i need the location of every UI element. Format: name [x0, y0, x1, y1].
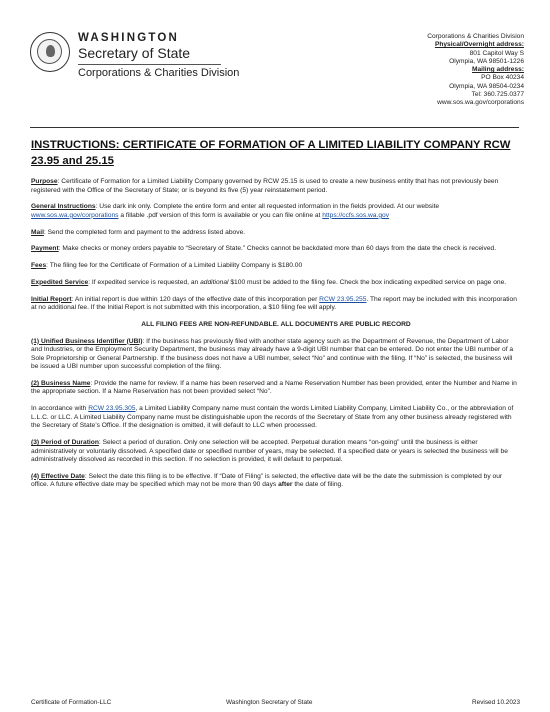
fees-paragraph	[31, 262, 521, 271]
rcw-23-95-305-link[interactable]: RCW 23.95.305	[88, 405, 136, 413]
physical-city: Olympia, WA 98501-1226	[449, 57, 524, 65]
state-seal	[30, 32, 70, 72]
initial-report-text-2: . The report may be included with this incorporation at no additional fee. If the Initial Report is not submitted with this incorporation, a $10 filing fee will apply.	[31, 295, 517, 312]
footer-form-name: Certificate of Formation-LLC	[31, 699, 112, 706]
expedited-additional: additional	[200, 278, 229, 286]
business-name-label: (2) Business Name	[31, 379, 91, 387]
effective-date-after: after	[278, 481, 293, 489]
header-rule	[30, 127, 519, 128]
accordance-text-1: In accordance with	[31, 405, 89, 413]
purpose-paragraph	[31, 178, 521, 195]
effective-date-paragraph	[31, 473, 521, 490]
agency-logo	[78, 32, 239, 80]
duration-label: (3) Period of Duration	[31, 439, 99, 446]
corporations-website-link[interactable]: www.sos.wa.gov/corporations	[31, 211, 119, 219]
accordance-text-2: , a Limited Liability Company name must contain the words Limited Liability Company, Limited Liability Co., or the abbreviation of L.L.C. or LLC. A Limited Liability Company name must be distinguishable upon the records of the Secretary of State from any other business already registered with the Secretary of State’s Office. If the designation is omitted, it will default to LLC when processed.	[31, 405, 514, 430]
footer-revision: Revised 10.2023	[472, 699, 520, 706]
instructions-body	[31, 178, 521, 498]
website[interactable]: www.sos.wa.gov/corporations	[437, 99, 524, 107]
effective-date-text-2: the date of filing.	[292, 481, 344, 489]
ubi-paragraph	[31, 338, 521, 372]
purpose-text: : Certificate of Formation for a Limited Liability Company governed by RCW 25.15 is used to create a new business entity that has not previously been registered with the Office of the Secretary of State; or is beyond its five (5) year reinstatement period.	[31, 178, 499, 194]
effective-date-text-1: : Select the date this filing is to be effective. If “Date of Filing” is selected, the effective date will be the date the submission is completed by our office. A future effective date may be specified which may not be more than 90 days	[31, 472, 503, 489]
telephone: Tel: 360.725.0377	[471, 91, 524, 99]
fees-text: : The filing fee for the Certificate of Formation of a Limited Liability Company is $180.00	[46, 262, 303, 270]
mail-paragraph	[31, 229, 521, 238]
physical-street: 801 Capitol Way S	[469, 49, 524, 57]
general-text-1: : Use dark ink only. Complete the entire form and enter all requested information in the fields provided. At our website	[95, 203, 440, 211]
logo-secretary-of-state: Secretary of State	[78, 45, 191, 61]
initial-report-text-1: : An initial report is due within 120 days of the effective date of this incorporation per	[71, 295, 320, 303]
name-requirements-paragraph	[31, 405, 521, 431]
mailing-city: Olympia, WA 98504-0234	[449, 82, 524, 90]
ccfs-online-link[interactable]: https://ccfs.sos.wa.gov	[322, 211, 390, 219]
address-division: Corporations & Charities Division	[427, 33, 524, 40]
page-title: INSTRUCTIONS: CERTIFICATE OF FORMATION OF A LIMITED LIABILITY COMPANY RCW 23.95 and 25.15	[31, 139, 511, 167]
rcw-23-95-255-link[interactable]: RCW 23.95.255	[319, 295, 367, 303]
ubi-label: (1) Unified Business Identifier (UBI)	[31, 337, 143, 345]
logo-washington: WASHINGTON	[78, 32, 180, 44]
initial-report-paragraph	[31, 296, 521, 313]
logo-divider	[78, 64, 221, 65]
physical-address-heading: Physical/Overnight address:	[434, 41, 524, 49]
public-record-notice: ALL FILING FEES ARE NON-REFUNDABLE. ALL DOCUMENTS ARE PUBLIC RECORD	[141, 320, 411, 328]
expedited-label: Expedited Service	[31, 278, 89, 286]
fees-label: Fees	[31, 262, 47, 270]
duration-paragraph	[31, 439, 521, 465]
business-name-paragraph	[31, 380, 521, 397]
ubi-text: : If the business has previously filed with another state agency such as the Department of Revenue, the Department of Labor and Industries, or the Employment Security Department, the business may already have a 9-digit UBI number that can be entered. Do not enter the UBI number of a Sole Proprietorship or General Partnership. If the business does not have a UBI number, select “No” and continue with the filing. If “No” is selected, the business will be issued a UBI number upon successful completion of the filing.	[31, 337, 514, 371]
general-instructions-paragraph	[31, 203, 521, 220]
initial-report-label: Initial Report	[31, 295, 72, 303]
effective-date-label: (4) Effective Date	[31, 472, 85, 480]
general-label: General Instructions	[31, 203, 96, 211]
expedited-text-1: : If expedited service is requested, an	[88, 278, 201, 286]
mailing-address-heading: Mailing address:	[471, 66, 524, 74]
expedited-paragraph	[31, 279, 521, 288]
mailing-po-box: PO Box 40234	[481, 74, 524, 82]
general-text-2: a fillable .pdf version of this form is available or you can file online at	[118, 211, 323, 219]
business-name-text: : Provide the name for review. If a name has been reserved and a Name Reservation Number has been provided, enter the Number and Name in the appropriate section. If a Name Reservation has not been provided select “No”.	[31, 379, 517, 396]
expedited-text-2: $100 must be added to the filing fee. Check the box indicating expedited service on page one.	[228, 278, 507, 286]
address-block	[427, 33, 524, 108]
mail-text: : Send the completed form and payment to the address listed above.	[43, 228, 246, 236]
payment-paragraph	[31, 245, 521, 254]
duration-text: : Select a period of duration. Only one selection will be accepted. Perpetual duration means “on-going” until the business is either administratively or voluntarily dissolved. A specified date or specified number of years, may be selected. If a specified date or years is selected the business will be administratively dissolved as recorded in this section. If no selection is provided, it will default to perpetual.	[31, 439, 508, 464]
purpose-label: Purpose	[31, 178, 58, 185]
logo-division: Corporations & Charities Division	[78, 67, 240, 79]
payment-label: Payment	[31, 245, 59, 253]
payment-text: : Make checks or money orders payable to “Secretary of State.” Checks cannot be backdated more than 60 days from the date the check is received.	[58, 245, 497, 253]
footer-agency: Washington Secretary of State	[226, 699, 313, 706]
mail-label: Mail	[31, 228, 44, 236]
